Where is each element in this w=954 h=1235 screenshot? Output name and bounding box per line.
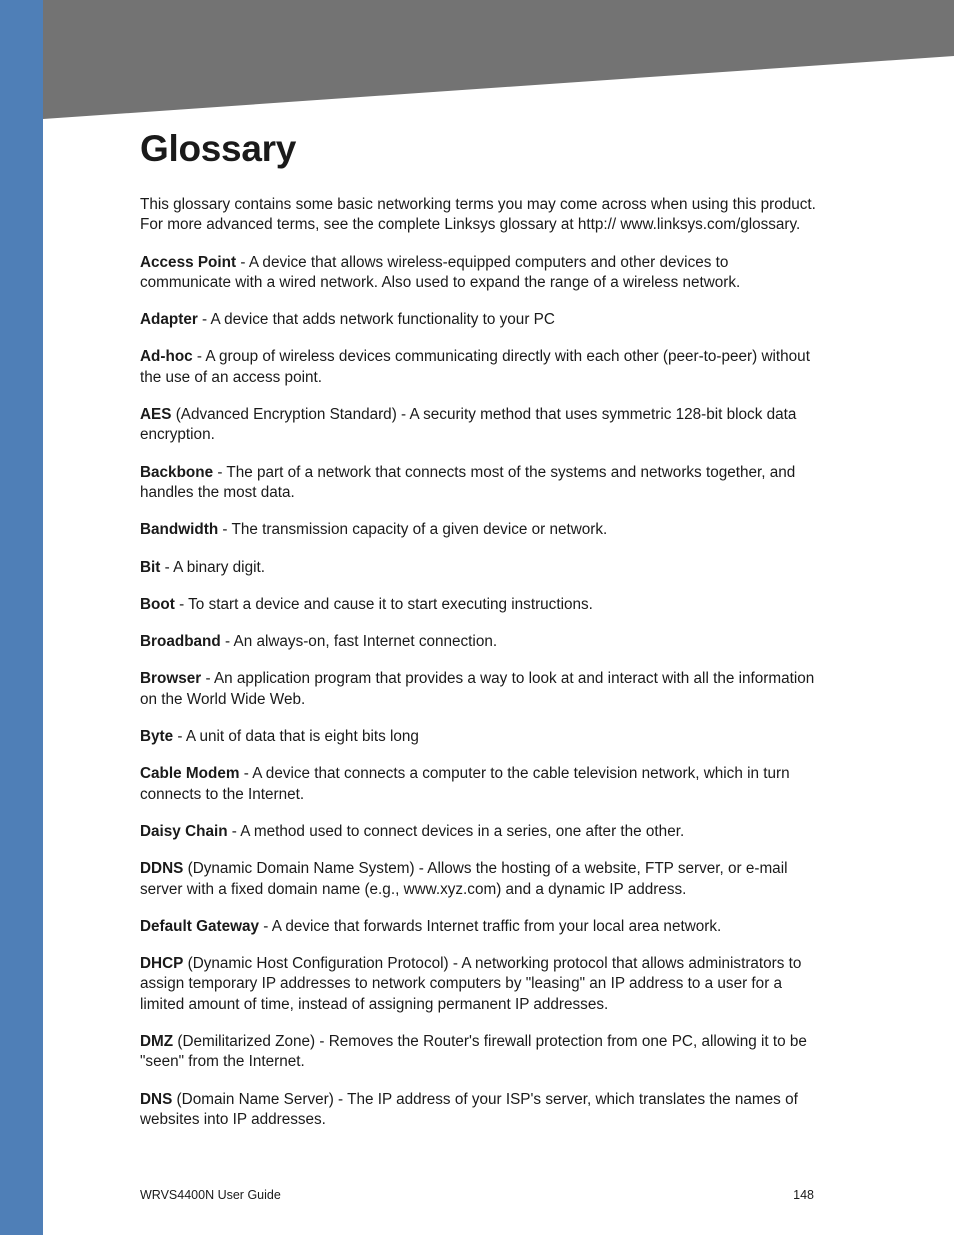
glossary-term: Cable Modem bbox=[140, 765, 240, 783]
glossary-entry bbox=[140, 764, 816, 805]
glossary-term: DHCP bbox=[140, 955, 184, 973]
glossary-definition: - A device that adds network functionality to your PC bbox=[197, 311, 555, 329]
glossary-entry bbox=[140, 1090, 816, 1131]
glossary-definition: - A unit of data that is eight bits long bbox=[173, 728, 419, 746]
glossary-entry bbox=[140, 558, 816, 578]
footer-page-number: 148 bbox=[793, 1188, 814, 1202]
glossary-term: Boot bbox=[140, 595, 175, 613]
footer-guide-title: WRVS4400N User Guide bbox=[140, 1188, 281, 1202]
glossary-definition: (Advanced Encryption Standard) - A security method that uses symmetric 128-bit block data encryption. bbox=[140, 406, 797, 444]
glossary-content bbox=[140, 195, 816, 1147]
glossary-entry bbox=[140, 727, 816, 747]
glossary-entry bbox=[140, 669, 816, 710]
glossary-definition: (Dynamic Host Configuration Protocol) - A networking protocol that allows administrators to assign temporary IP addresses to network computers by "leasing" an IP address to a user for a limited amount of time, instead of assigning permanent IP addresses. bbox=[140, 955, 802, 1013]
glossary-entry bbox=[140, 917, 816, 937]
glossary-entry bbox=[140, 1032, 816, 1073]
glossary-term: Daisy Chain bbox=[140, 822, 228, 840]
glossary-term: Bit bbox=[140, 558, 161, 576]
glossary-term: Default Gateway bbox=[140, 917, 260, 935]
glossary-definition: - The part of a network that connects most of the systems and networks together, and handles the most data. bbox=[140, 463, 796, 501]
glossary-definition: - An always-on, fast Internet connection. bbox=[220, 633, 498, 651]
glossary-definition: - To start a device and cause it to start executing instructions. bbox=[174, 595, 593, 613]
header-band-shape bbox=[43, 0, 954, 119]
glossary-definition: - An application program that provides a way to look at and interact with all the information on the World Wide Web. bbox=[140, 670, 815, 708]
glossary-definition: - A method used to connect devices in a series, one after the other. bbox=[227, 822, 685, 840]
glossary-definition: - A binary digit. bbox=[160, 558, 265, 576]
glossary-term: DDNS bbox=[140, 860, 184, 878]
page-title: Glossary bbox=[140, 128, 296, 169]
glossary-definition: (Demilitarized Zone) - Removes the Router's firewall protection from one PC, allowing it to be "seen" from the Internet. bbox=[140, 1033, 807, 1071]
glossary-term: Ad-hoc bbox=[140, 348, 193, 366]
glossary-term: Adapter bbox=[140, 311, 198, 329]
glossary-term: DMZ bbox=[140, 1033, 174, 1051]
glossary-entry bbox=[140, 822, 816, 842]
glossary-term: Broadband bbox=[140, 633, 221, 651]
glossary-definition: - The transmission capacity of a given device or network. bbox=[218, 521, 608, 539]
glossary-definition: (Dynamic Domain Name System) - Allows the hosting of a website, FTP server, or e-mail server with a fixed domain name (e.g., www.xyz.com) and a dynamic IP address. bbox=[140, 860, 788, 898]
glossary-definition: (Domain Name Server) - The IP address of your ISP's server, which translates the names of websites into IP addresses. bbox=[140, 1090, 798, 1128]
glossary-term: Bandwidth bbox=[140, 521, 219, 539]
glossary-entry bbox=[140, 310, 816, 330]
glossary-definition: - A device that forwards Internet traffic from your local area network. bbox=[259, 917, 722, 935]
side-color-bar bbox=[0, 0, 43, 1235]
glossary-term: AES bbox=[140, 406, 172, 424]
header-band bbox=[43, 0, 954, 122]
glossary-definition: - A group of wireless devices communicating directly with each other (peer-to-peer) without the use of an access point. bbox=[140, 348, 810, 386]
glossary-term: Backbone bbox=[140, 463, 214, 481]
glossary-entry bbox=[140, 520, 816, 540]
glossary-term: Browser bbox=[140, 670, 202, 688]
glossary-term: DNS bbox=[140, 1090, 173, 1108]
glossary-term: Access Point bbox=[140, 253, 237, 271]
glossary-entry bbox=[140, 405, 816, 446]
glossary-entry bbox=[140, 595, 816, 615]
glossary-entry bbox=[140, 632, 816, 652]
glossary-definition: - A device that connects a computer to the cable television network, which in turn connects to the Internet. bbox=[140, 765, 790, 803]
glossary-definition: - A device that allows wireless-equipped computers and other devices to communicate with a wired network. Also used to expand the range of a wireless network. bbox=[140, 253, 741, 291]
glossary-entry bbox=[140, 859, 816, 900]
glossary-entry bbox=[140, 347, 816, 388]
glossary-entry bbox=[140, 954, 816, 1015]
intro-paragraph: This glossary contains some basic networking terms you may come across when using this product. For more advanced terms, see the complete Linksys glossary at http:// www.linksys.com/glossary. bbox=[140, 196, 816, 234]
glossary-term: Byte bbox=[140, 728, 174, 746]
glossary-entry bbox=[140, 253, 816, 294]
glossary-entry bbox=[140, 463, 816, 504]
